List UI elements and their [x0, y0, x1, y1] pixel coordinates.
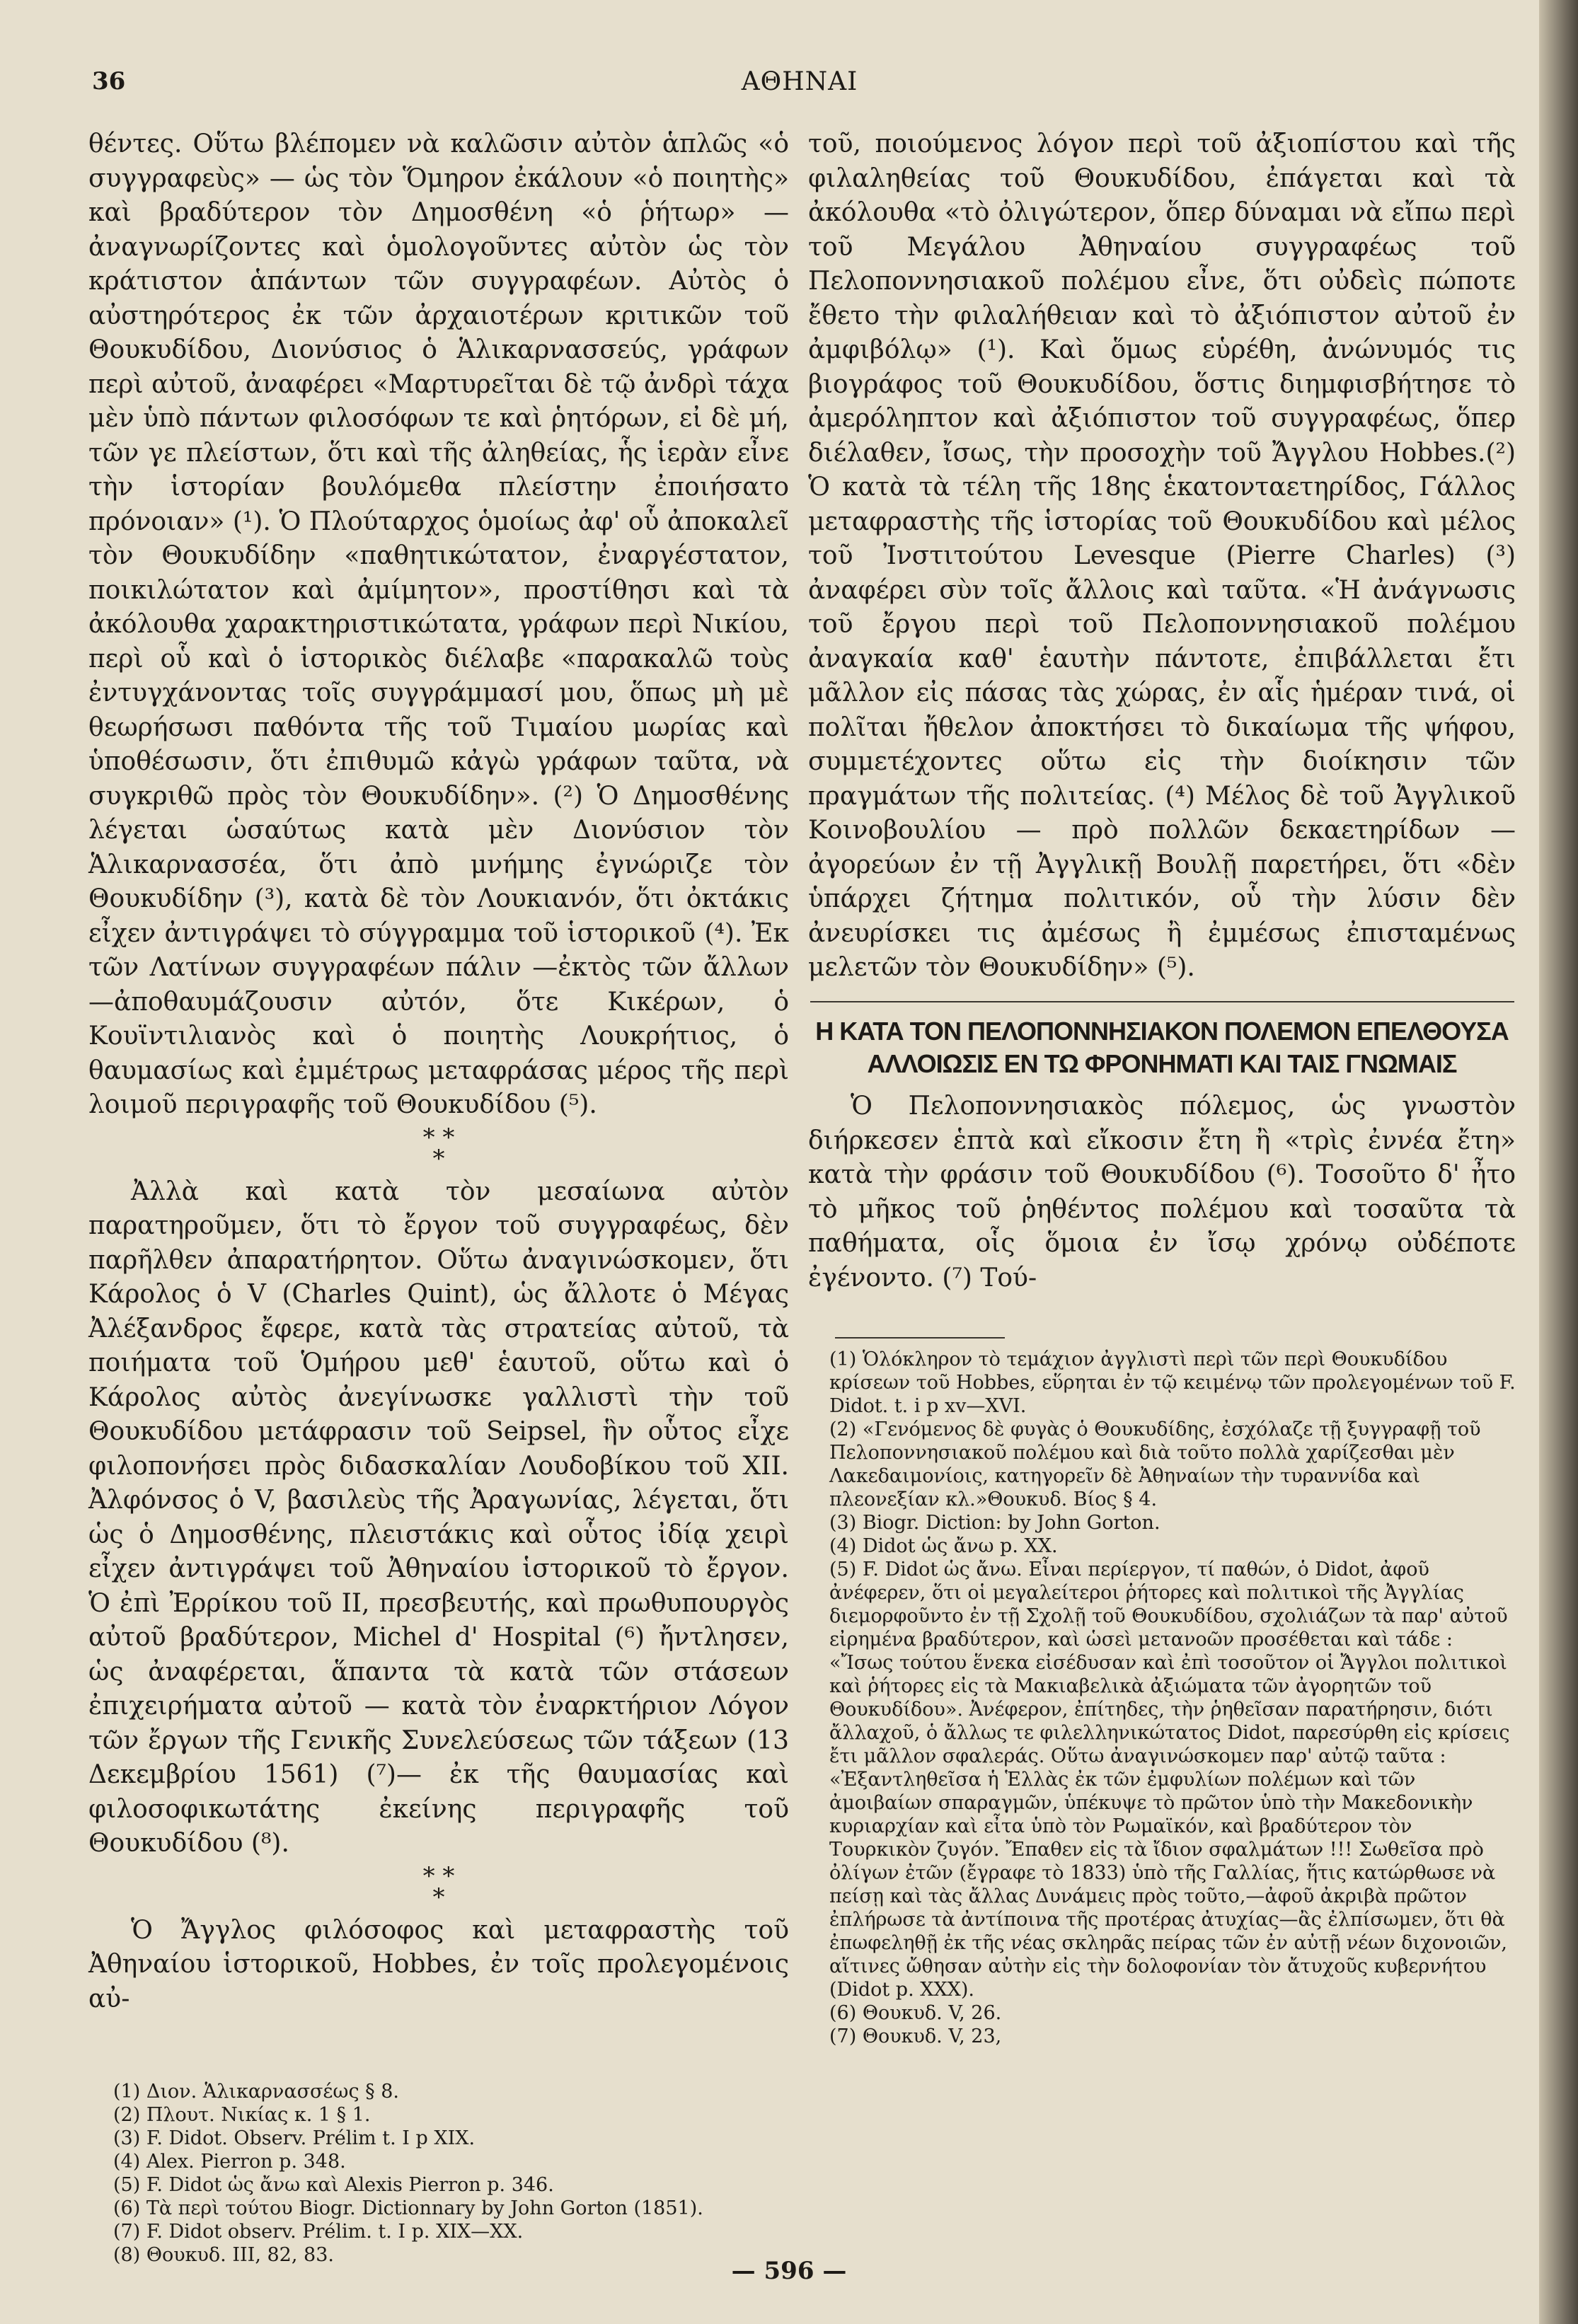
- right-column-lower: [808, 1089, 1516, 1295]
- footnote: (2) Πλουτ. Νικίας κ. 1 § 1.: [113, 2104, 371, 2126]
- section-stars: * * *: [422, 1861, 455, 1912]
- paragraph: θέντες. Οὕτω βλέπομεν νὰ καλῶσιν αὐτὸν ἁπλῶς «ὁ συγγραφεὺς» — ὡς τὸν Ὅμηρον ἐκάλουν «ὁ ποιητὴς» καὶ βραδύτερον τὸν Δημοσθένη «ὁ ῥήτωρ» — ἀναγνωρίζοντες καὶ ὁμολογοῦντες αὐτὸν ὡς τὸν κράτιστον ἁπάντων τῶν συγγραφέων. Αὐτὸς ὁ αὐστηρότερος ἐκ τῶν ἀρχαιοτέρων κριτικῶν τοῦ Θουκυδίδου, Διονύσιος ὁ Ἁλικαρνασσεύς, γράφων περὶ αὐτοῦ, ἀναφέρει «Μαρτυρεῖται δὲ τῷ ἀνδρὶ τάχα μὲν ὑπὸ πάντων φιλοσόφων τε καὶ ῥητόρων, εἰ δὲ μή, τῶν γε πλείστων, ὅτι καὶ τῆς ἀληθείας, ἧς ἱερὰν εἶνε τὴν ἱστορίαν βουλόμεθα πλείστην ἐποιήσατο πρόνοιαν» (¹). Ὁ Πλούταρχος ὁμοίως ἀφ' οὗ ἀποκαλεῖ τὸν Θουκυδίδην «παθητικώτατον, ἐναργέστατον, ποικιλώτατον καὶ ἀμίμητον», προστίθησι καὶ τὰ ἀκόλουθα χαρακτηριστικώτατα, γράφων περὶ Νικίου, περὶ οὗ καὶ ὁ ἱστορικὸς διέλαβε «παρακαλῶ τοὺς ἐντυγχάνοντας τοῖς συγγράμμασί μου, ὅπως μὴ μὲ θεωρήσωσι παθόντα τῆς τοῦ Τιμαίου μωρίας καὶ ὑποθέσωσιν, ὅτι ἐπιθυμῶ κἀγὼ γράφων ταῦτα, νὰ συγκριθῶ πρὸς τὸν Θουκυδίδην». (²) Ὁ Δημοσθένης λέγεται ὡσαύτως κατὰ μὲν Διονύσιον τὸν Ἁλικαρνασσέα, ὅτι ἀπὸ μνήμης ἐγνώριζε τὸν Θουκυδίδην (³), κατὰ δὲ τὸν Λουκιανόν, ὅτι ὀκτάκις εἶχεν ἀντιγράψει τὸ σύγγραμμα τοῦ ἱστορικοῦ (⁴). Ἐκ τῶν Λατίνων συγγραφέων πάλιν —ἐκτὸς τῶν ἄλλων—ἀποθαυμάζουσιν αὐτόν, ὅτε Κικέρων, ὁ Κουϊντιλιανὸς καὶ ὁ ποιητὴς Λουκρήτιος, ὁ θαυμασίως καὶ ἐμμέτρως μεταφράσας μέρος τῆς περὶ λοιμοῦ περιγραφῆς τοῦ Θουκυδίδου (⁵).: [88, 129, 789, 1119]
- paragraph: Ἀλλὰ καὶ κατὰ τὸν μεσαίωνα αὐτὸν παρατηροῦμεν, ὅτι τὸ ἔργον τοῦ συγγραφέως, δὲν παρῆλθεν ἀπαρατήρητον. Οὕτω ἀναγινώσκομεν, ὅτι Κάρολος ὁ V (Charles Quint), ὡς ἄλλοτε ὁ Μέγας Ἀλέξανδρος ἔφερε, κατὰ τὰς στρατείας αὐτοῦ, τὰ ποιήματα τοῦ Ὁμήρου μεθ' ἑαυτοῦ, οὕτω καὶ ὁ Κάρολος αὐτὸς ἀνεγίνωσκε γαλλιστὶ τὴν τοῦ Θουκυδίδου μετάφρασιν τοῦ Seipsel, ἣν οὗτος εἶχε φιλοπονήσει πρὸς διδασκαλίαν Λουδοβίκου τοῦ XII. Ἀλφόνσος ὁ V, βασιλεὺς τῆς Ἀραγωνίας, λέγεται, ὅτι ὡς ὁ Δημοσθένης, πλειστάκις καὶ οὗτος ἰδίᾳ χειρὶ εἶχεν ἀντιγράψει τοῦ Ἀθηναίου ἱστορικοῦ τὸ ἔργον. Ὁ ἐπὶ Ἐρρίκου τοῦ II, πρεσβευτής, καὶ πρωθυπουργὸς αὐτοῦ βραδύτερον, Michel d' Hospital (⁶) ἤντλησεν, ὡς ἀναφέρεται, ἅπαντα τὰ κατὰ τῶν στάσεων ἐπιχειρήματα αὐτοῦ — κατὰ τὸν ἐναρκτήριον Λόγον τῶν ἔργων τῆς Γενικῆς Συνελεύσεως τῶν τάξεων (13 Δεκεμβρίου 1561) (⁷)— ἐκ τῆς θαυμασίας καὶ φιλοσοφικωτάτης ἐκείνης περιγραφῆς τοῦ Θουκυδίδου (⁸).: [88, 1177, 789, 1858]
- section-stars: * * *: [422, 1123, 455, 1173]
- footnote-divider: [835, 1337, 1005, 1339]
- footnote: (5) F. Didot ὡς ἄνω. Εἶναι περίεργον, τί παθών, ὁ Didot, ἀφοῦ ἀνέφερεν, ὅτι οἱ μεγαλείτεροι ῥήτορες καὶ πολιτικοὶ τῆς Ἀγγλίας διεμορφοῦντο ἐν τῇ Σχολῇ τοῦ Θουκυδίδου, σχολιάζων τὰ παρ' αὐτοῦ εἰρημένα βραδύτερον, καὶ ὡσεὶ μετανοῶν προσέθεται καὶ τάδε : «Ἴσως τούτου ἕνεκα εἰσέδυσαν καὶ ἐπὶ τοσοῦτον οἱ Ἄγγλοι πολιτικοὶ καὶ ῥήτορες εἰς τὰ Μακιαβελικὰ ἀξιώματα τῶν ἀγορητῶν τοῦ Θουκυδίδου». Ἀνέφερον, ἐπίτηδες, τὴν ῥηθεῖσαν παρατήρησιν, διότι ἄλλαχοῦ, ὁ ἄλλως τε φιλελληνικώτατος Didot, παρεσύρθη εἰς κρίσεις ἔτι μᾶλλον σφαλεράς. Οὕτω ἀναγινώσκομεν παρ' αὐτῷ ταῦτα : «Ἐξαντληθεῖσα ἡ Ἑλλὰς ἐκ τῶν ἐμφυλίων πολέμων καὶ τῶν ἀμοιβαίων σπαραγμῶν, ὑπέκυψε τὸ πρῶτον ὑπὸ τὴν Μακεδονικὴν κυριαρχίαν καὶ εἶτα ὑπὸ τὸν Ρωμαϊκόν, καὶ βραδύτερον τὸν Τουρκικὸν ζυγόν. Ἔπαθεν εἰς τὰ ἴδιον σφαλμάτων !!! Σωθεῖσα πρὸ ὀλίγων ἐτῶν (ἔγραφε τὸ 1833) ὑπὸ τῆς Γαλλίας, ἥτις κατώρθωσε νὰ πείσῃ καὶ τὰς ἄλλας Δυνάμεις πρὸς τοῦτο,—ἀφοῦ ἀκριβὰ πρῶτον ἐπλήρωσε τὰ ἀντίποινα τῆς προτέρας ἀτυχίας—ἂς ἐλπίσωμεν, ὅτι θὰ ἐπωφεληθῇ ἐκ τῆς νέας σκληρᾶς πείρας τῶν ἐν αὐτῇ νέων διχονοιῶν, αἵτινες ὤθησαν αὐτὴν εἰς τὴν δολοφονίαν τὸν ἄτυχοῦς κυβερνήτου (Didot p. XXX).: [829, 1559, 1510, 2001]
- footnote: (1) Ὁλόκληρον τὸ τεμάχιον ἀγγλιστὶ περὶ τῶν περὶ Θουκυδίδου κρίσεων τοῦ Hobbes, εὕρηται ἐν τῷ κειμένῳ τῶν προλεγομένων τοῦ F. Didot. t. i p xv—XVI.: [829, 1348, 1516, 1417]
- running-title: ΑΘΗΝΑΙ: [741, 67, 858, 96]
- paragraph: Ὁ Ἄγγλος φιλόσοφος καὶ μεταφραστὴς τοῦ Ἀθηναίου ἱστορικοῦ, Hobbes, ἐν τοῖς προλεγομένοις αὐ-: [88, 1915, 789, 2013]
- footnote: (7) F. Didot observ. Prélim. t. I p. XIX—XX.: [113, 2221, 524, 2243]
- footnote: (1) Διον. Ἁλικαρνασσέως § 8.: [113, 2081, 399, 2103]
- page-footer-number: — 596 —: [731, 2257, 847, 2285]
- binding-edge: [1539, 0, 1578, 2324]
- right-footnotes: [808, 1348, 1516, 2048]
- footnote: (8) Θουκυδ. III, 82, 83.: [113, 2244, 334, 2266]
- footnote: (3) F. Didot. Observ. Prélim t. I p XIX.: [113, 2127, 476, 2149]
- footnote: (4) Didot ὡς ἄνω p. XX.: [829, 1535, 1058, 1557]
- page-header: [92, 67, 1507, 117]
- section-heading: Η ΚΑΤΑ ΤΟΝ ΠΕΛΟΠΟΝΝΗΣΙΑΚΟΝ ΠΟΛΕΜΟΝ ΕΠΕΛΘΟΥΣΑ ΑΛΛΟΙΩΣΙΣ ΕΝ ΤΩ ΦΡΟΝΗΜΑΤΙ ΚΑΙ ΤΑΙΣ ΓΝΩΜΑΙΣ: [815, 1017, 1509, 1078]
- left-footnotes: [92, 2080, 789, 2267]
- paragraph: τοῦ, ποιούμενος λόγον περὶ τοῦ ἀξιοπίστου καὶ τῆς φιλαληθείας τοῦ Θουκυδίδου, ἐπάγεται καὶ τὰ ἀκόλουθα «τὸ ὀλιγώτερον, ὅπερ δύναμαι νὰ εἴπω περὶ τοῦ Μεγάλου Ἀθηναίου συγγραφέως τοῦ Πελοποννησιακοῦ πολέμου εἶνε, ὅτι οὐδεὶς πώποτε ἔθετο τὴν φιλαλήθειαν καὶ τὸ ἀξιόπιστον αὐτοῦ ἐν ἀμφιβόλῳ» (¹). Καὶ ὅμως εὑρέθη, ἀνώνυμός τις βιογράφος τοῦ Θουκυδίδου, ὅστις διημφισβήτησε τὸ ἀμερόληπτον καὶ ἀξιόπιστον τοῦ συγγραφέως, ὅπερ διέλαθεν, ἴσως, τὴν προσοχὴν τοῦ Ἄγγλου Hobbes.(²) Ὁ κατὰ τὰ τέλη τῆς 18ης ἑκατονταετηρίδος, Γάλλος μεταφραστὴς τῆς ἱστορίας τοῦ Θουκυδίδου καὶ μέλος τοῦ Ἰνστιτούτου Levesque (Pierre Charles) (³) ἀναφέρει σὺν τοῖς ἄλλοις καὶ ταῦτα. «Ἡ ἀνάγνωσις τοῦ ἔργου περὶ τοῦ Πελοποννησιακοῦ πολέμου ἀναγκαία καθ' ἑαυτὴν πάντοτε, ἐπιβάλλεται ἔτι μᾶλλον εἰς πάσας τὰς χώρας, ἐν αἷς ἡμέραν τινά, οἱ πολῖται ἤθελον ἀποκτήσει τὸ δικαίωμα τῆς ψήφου, συμμετέχοντες οὕτω εἰς τὴν διοίκησιν τῶν πραγμάτων τῆς πολιτείας. (⁴) Μέλος δὲ τοῦ Ἀγγλικοῦ Κοινοβουλίου — πρὸ πολλῶν δεκαετηρίδων — ἀγορεύων ἐν τῇ Ἀγγλικῇ Βουλῇ παρετήρει, ὅτι «δὲν ὑπάρχει ζήτημα πολιτικόν, οὗ τὴν λύσιν δὲν ἀνευρίσκει τις ἀμέσως ἢ ἐμμέσως ἐπισταμένως μελετῶν τὸν Θουκυδίδην» (⁵).: [808, 129, 1516, 982]
- paragraph: Ὁ Πελοποννησιακὸς πόλεμος, ὡς γνωστὸν διήρκεσεν ἑπτὰ καὶ εἴκοσιν ἔτη ἢ «τρὶς ἐννέα ἔτη» κατὰ τὴν φράσιν τοῦ Θουκυδίδου (⁶). Τοσοῦτο δ' ἦτο τὸ μῆκος τοῦ ῥηθέντος πολέμου καὶ τοσαῦτα τὰ παθήματα, οἷς ὅμοια ἐν ἴσῳ χρόνῳ οὐδέποτε ἐγένοντο. (⁷) Τού-: [808, 1092, 1516, 1293]
- footnote: (2) «Γενόμενος δὲ φυγὰς ὁ Θουκυδίδης, ἐσχόλαζε τῇ ξυγγραφῇ τοῦ Πελοποννησιακοῦ πολέμου καὶ διὰ τοῦτο πολλὰ χαρίζεσθαι μὲν Λακεδαιμονίοις, κατηγορεῖν δὲ Ἀθηναίων τὴν τυραννίδα καὶ πλεονεξίαν κλ.»Θουκυδ. Βίος § 4.: [829, 1418, 1481, 1510]
- footnote: (7) Θουκυδ. V, 23,: [829, 2025, 1002, 2047]
- right-column: [808, 127, 1516, 985]
- footnote: (5) F. Didot ὡς ἄνω καὶ Alexis Pierron p. 346.: [113, 2174, 554, 2196]
- footnote: (4) Alex. Pierron p. 348.: [113, 2151, 346, 2173]
- page-number: 36: [92, 67, 126, 96]
- heading-rule: [810, 1001, 1514, 1002]
- footnote: (6) Τὰ περὶ τούτου Biogr. Dictionnary by John Gorton (1851).: [113, 2197, 703, 2219]
- footnote: (3) Biogr. Diction: by John Gorton.: [829, 1512, 1161, 1534]
- footnote: (6) Θουκυδ. V, 26.: [829, 2002, 1002, 2024]
- left-column: [88, 127, 789, 2016]
